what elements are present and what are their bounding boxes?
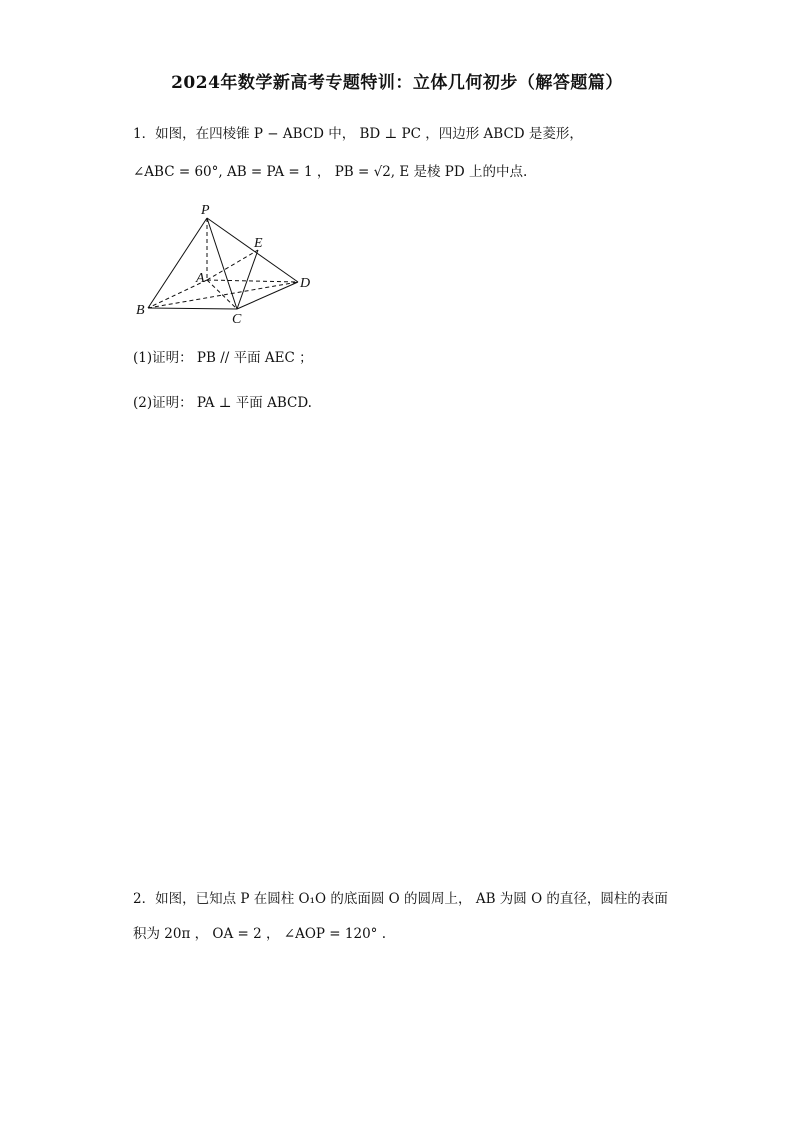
label-C: C xyxy=(232,312,242,327)
q2-line2: 积为 20π ， OA = 2 ， ∠AOP = 120° . xyxy=(133,926,387,942)
q2-line1: 2．如图，已知点 P 在圆柱 O₁O 的底面圆 O 的圆周上， AB 为圆 O 的直径，圆柱的表面 xyxy=(133,891,668,907)
q1-part2: (2)证明： PA ⊥ 平面 ABCD. xyxy=(133,395,312,411)
label-E: E xyxy=(254,236,263,251)
label-A: A xyxy=(196,271,205,286)
q1-part1: (1)证明： PB // 平面 AEC ； xyxy=(133,350,313,366)
q1-line2: ∠ABC = 60°, AB = PA = 1 ， PB = √2, E 是棱 PD 上的中点. xyxy=(133,164,528,180)
label-B: B xyxy=(136,303,145,318)
q1-line1: 1．如图，在四棱锥 P − ABCD 中， BD ⊥ PC ，四边形 ABCD 是菱形， xyxy=(133,126,583,142)
label-D: D xyxy=(300,276,311,291)
page-title: 2024年数学新高考专题特训：立体几何初步（解答题篇） xyxy=(171,73,623,93)
pyramid-figure xyxy=(130,200,330,330)
label-P: P xyxy=(201,203,210,218)
